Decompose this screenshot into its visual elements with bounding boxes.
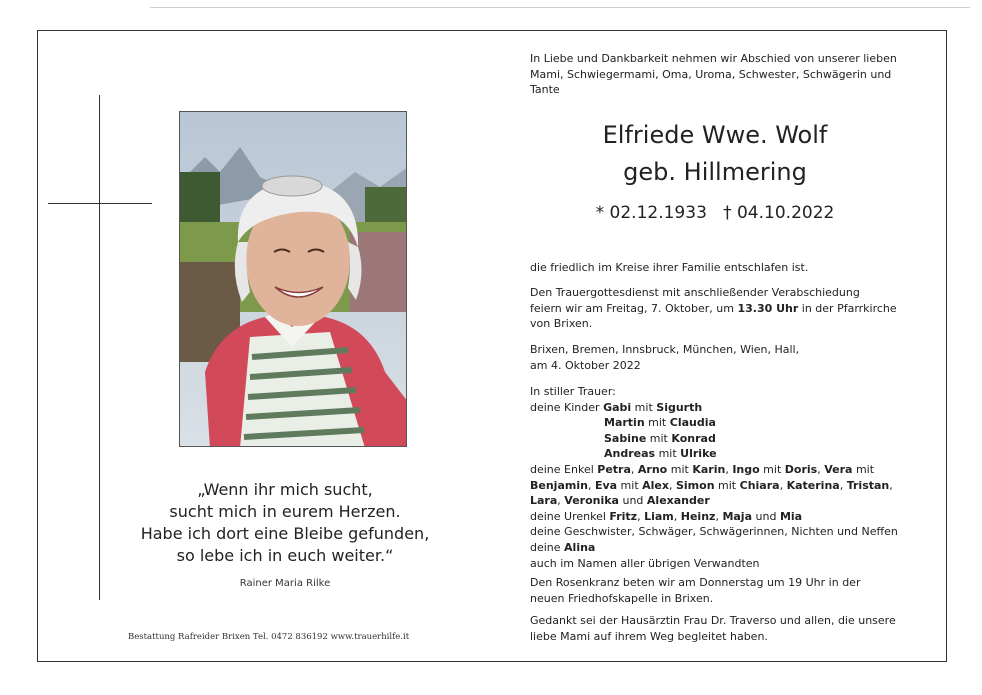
connector: mit [670, 462, 689, 476]
place-and-date [530, 342, 920, 373]
child-name: Sabine [604, 431, 647, 445]
grandchild-name: Ingo [732, 462, 760, 476]
places-line: Brixen, Bremen, Innsbruck, München, Wien, Hall, [530, 343, 800, 356]
grandchild-name: Lara [530, 494, 558, 508]
grandchild-name: Eva [594, 478, 618, 492]
child-name: Martin [604, 416, 645, 430]
great-grandchild-name: Maja [722, 509, 752, 523]
great-grandchild-name: Liam [644, 509, 674, 523]
relatives-row: auch im Namen aller übrigen Verwandten [530, 556, 760, 570]
rilke-quote [115, 479, 455, 567]
deceased-name: Elfriede Wwe. Wolf [602, 121, 828, 149]
great-grandchild-name: Mia [779, 509, 803, 523]
service-line: von Brixen. [530, 317, 593, 331]
grandchild-name: Vera [824, 462, 853, 476]
grandchild-name: Petra [597, 462, 631, 476]
grandchild-name: Tristan [846, 478, 890, 492]
connector: mit [763, 462, 782, 476]
quote-line: sucht mich in eurem Herzen. [169, 502, 401, 521]
rosary-line: Den Rosenkranz beten wir am Donnerstag um 19 Uhr in der [530, 576, 861, 589]
funeral-home-footer: Bestattung Rafreider Brixen Tel. 0472 836192 www.trauerhilfe.it [128, 632, 410, 642]
grandchildren-row: Lara, Veronika und Alexander [530, 494, 710, 508]
birth-death-dates: * 02.12.1933 † 04.10.2022 [595, 203, 835, 223]
grandchild-name: Simon [675, 478, 715, 492]
maiden-name: geb. Hillmering [623, 158, 807, 186]
thanks-notice [530, 613, 920, 644]
children-row [530, 400, 920, 416]
connector: und [755, 509, 777, 523]
connector: mit [649, 431, 668, 445]
alina-label: deine [530, 540, 561, 554]
grandchild-name: Alexander [646, 494, 710, 508]
quote-line: „Wenn ihr mich sucht, [197, 480, 373, 499]
grandchildren-label: deine Enkel [530, 462, 594, 476]
children-label: deine Kinder [530, 400, 600, 414]
quote-author: Rainer Maria Rilke [239, 578, 331, 589]
grandchild-name: Katerina [786, 478, 840, 492]
grandchild-name: Benjamin [530, 478, 588, 492]
alina-row [530, 540, 920, 556]
cross-vertical-bar [99, 95, 100, 600]
partner-name: Sigurth [656, 400, 703, 414]
great-grandchildren-row: deine Urenkel Fritz, Liam, Heinz, Maja und Mia [530, 509, 803, 523]
mourners-heading: In stiller Trauer: [530, 385, 616, 398]
quote-line: Habe ich dort eine Bleibe gefunden, [140, 524, 430, 543]
partner-name: Claudia [669, 416, 716, 430]
connector: mit [634, 400, 653, 414]
quote-line: so lebe ich in euch weiter.“ [176, 546, 394, 565]
mourners-list [530, 384, 920, 571]
date-line: am 4. Oktober 2022 [530, 358, 641, 372]
cross-horizontal-bar [48, 203, 152, 204]
great-grandchildren-label: deine Urenkel [530, 509, 606, 523]
partner-name: Ulrike [680, 447, 717, 461]
service-text: in der Pfarrkirche [798, 301, 897, 315]
siblings-row: deine Geschwister, Schwäger, Schwägerinnen, Nichten und Neffen [530, 525, 898, 539]
connector: mit [648, 416, 667, 430]
connector: mit [658, 447, 677, 461]
rosary-notice [530, 575, 920, 606]
grandchildren-row: Benjamin, Eva mit Alex, Simon mit Chiara, Katerina, Tristan, [530, 478, 893, 492]
grandchild-name: Doris [784, 462, 818, 476]
passed-text: die friedlich im Kreise ihrer Familie entschlafen ist. [530, 261, 809, 274]
rosary-line: neuen Friedhofskapelle in Brixen. [530, 591, 714, 605]
connector: mit [718, 478, 737, 492]
grandchild-name: Arno [637, 462, 668, 476]
child-name: Andreas [604, 447, 656, 461]
great-grandchild-name: Heinz [680, 509, 716, 523]
service-announcement [530, 285, 920, 332]
grandchild-name: Alex [642, 478, 669, 492]
service-time: 13.30 Uhr [737, 301, 799, 315]
scan-edge-line [150, 7, 970, 8]
portrait-photo [179, 111, 407, 447]
children-row [530, 431, 920, 447]
grandchild-name: Veronika [564, 494, 619, 508]
service-line: Den Trauergottesdienst mit anschließender Verabschiedung [530, 286, 860, 299]
thanks-line: liebe Mami auf ihrem Weg begleitet haben. [530, 629, 768, 643]
great-grandchild-name: Fritz [609, 509, 638, 523]
child-name: Gabi [603, 400, 632, 414]
connector: mit [855, 462, 875, 476]
children-row [530, 446, 920, 462]
partner-name: Konrad [671, 431, 716, 445]
children-row [530, 415, 920, 431]
thanks-line: Gedankt sei der Hausärztin Frau Dr. Traverso und allen, die unsere [530, 614, 896, 627]
grandchild-name: Chiara [739, 478, 780, 492]
service-line [530, 301, 920, 317]
grandchild-name: Karin [692, 462, 726, 476]
intro-text: In Liebe und Dankbarkeit nehmen wir Abschied von unserer lieben Mami, Schwiegermami, Oma, Uroma, Schwester, Schwägerin und Tante [530, 52, 897, 97]
connector: mit [620, 478, 639, 492]
alina-name: Alina [564, 540, 596, 554]
service-text: feiern wir am Freitag, 7. Oktober, um [530, 301, 738, 315]
grandchildren-row: deine Enkel Petra, Arno mit Karin, Ingo mit Doris, Vera mit [530, 462, 875, 476]
connector: und [622, 494, 644, 508]
portrait-illustration [180, 112, 407, 447]
